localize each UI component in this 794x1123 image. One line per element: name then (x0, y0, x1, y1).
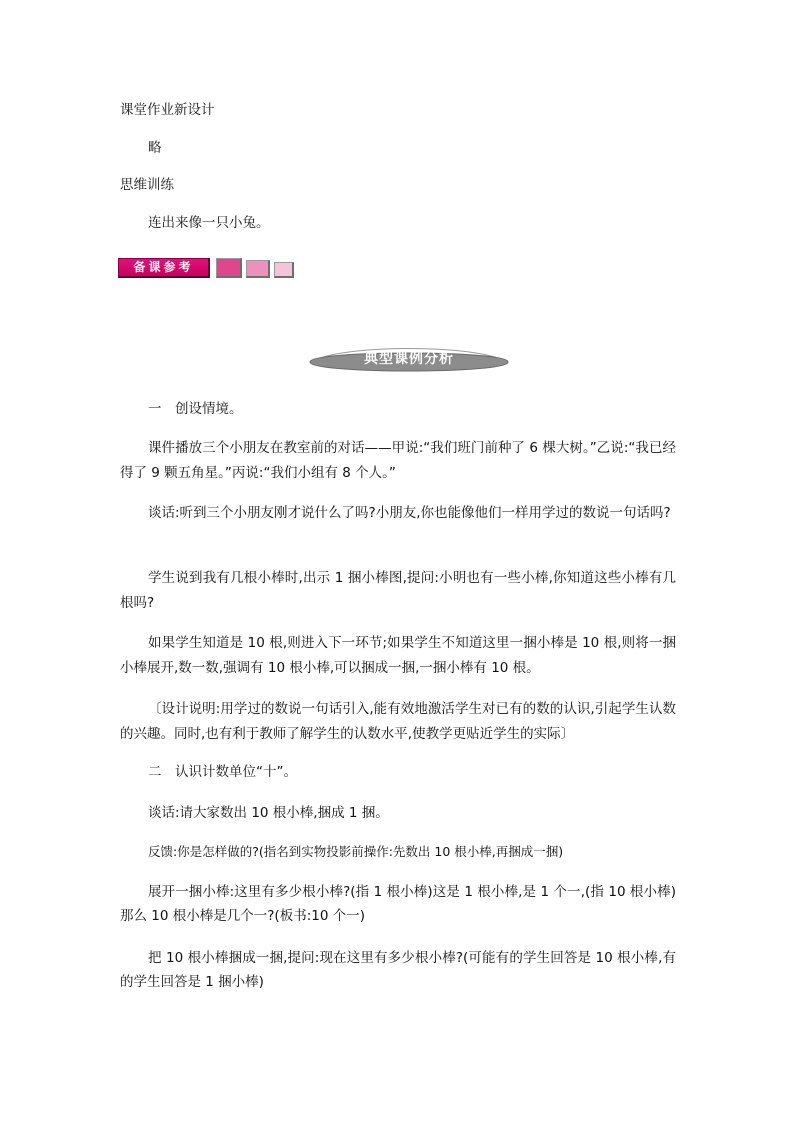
homework-body: 略 (148, 140, 162, 156)
section1-heading: 一 创设情境。 (148, 401, 243, 417)
section1-paragraph-1: 课件播放三个小朋友在教室前的对话——甲说:“我们班门前种了 6 棵大树。”乙说:“我已经得了 9 颗五角星。”丙说:“我们小组有 8 个人。” (120, 440, 676, 481)
section2-paragraph-4: 把 10 根小棒捆成一捆,提问:现在这里有多少根小棒?(可能有的学生回答是 10 根小棒,有的学生回答是 1 捆小棒) (120, 950, 676, 990)
section2-paragraph-3: 展开一捆小棒:这里有多少根小棒?(指 1 根小棒)这是 1 根小棒,是 1 个一,(指 10 根小棒)那么 10 根小棒是几个一?(板书:10 个一) (120, 884, 676, 924)
case-analysis-banner (308, 342, 510, 376)
decor-square-3 (274, 262, 294, 278)
prep-reference-label: 备课参考 (118, 258, 210, 278)
thinking-body: 连出来像一只小兔。 (148, 215, 270, 231)
case-analysis-title: 典型课例分析 (364, 351, 454, 367)
section2-heading: 二 认识计数单位“十”。 (148, 764, 297, 780)
section1-paragraph-2: 谈话:听到三个小朋友刚才说什么了吗?小朋友,你也能像他们一样用学过的数说一句话吗? (148, 505, 671, 521)
thinking-heading: 思维训练 (120, 177, 174, 193)
homework-heading: 课堂作业新设计 (120, 102, 215, 118)
section1-design-note: 〔设计说明:用学过的数说一句话引入,能有效地激活学生对已有的数的认识,引起学生认数的兴趣。同时,也有利于教师了解学生的认数水平,使教学更贴近学生的实际〕 (120, 701, 676, 742)
section1-paragraph-3: 学生说到我有几根小棒时,出示 1 捆小棒图,提问:小明也有一些小棒,你知道这些小棒有几根吗? (120, 570, 676, 611)
section2-paragraph-2: 反馈:你是怎样做的?(指名到实物投影前操作:先数出 10 根小棒,再捆成一捆) (148, 844, 564, 859)
decor-square-1 (216, 258, 242, 278)
prep-reference-banner (118, 256, 294, 278)
section1-paragraph-4: 如果学生知道是 10 根,则进入下一环节;如果学生不知道这里一捆小棒是 10 根,则将一捆小棒展开,数一数,强调有 10 根小棒,可以捆成一捆,一捆小棒有 10 根。 (120, 635, 676, 676)
decor-square-2 (246, 260, 270, 278)
section2-paragraph-1: 谈话:请大家数出 10 根小棒,捆成 1 捆。 (148, 805, 389, 821)
